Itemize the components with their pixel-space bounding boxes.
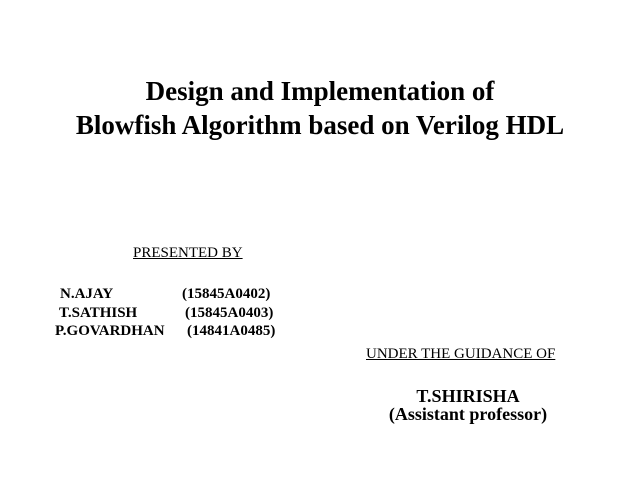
guide-role: (Assistant professor) [388, 404, 548, 424]
student-roll: (15845A0403) [185, 305, 274, 321]
student-row [55, 322, 295, 340]
student-row [60, 285, 300, 303]
title-line-2: Blowfish Algorithm based on Verilog HDL [75, 110, 565, 140]
student-row [59, 304, 299, 322]
presented-by-heading: PRESENTED BY [133, 245, 243, 261]
student-roll: (15845A0402) [182, 286, 271, 302]
title-line-1: Design and Implementation of [145, 76, 495, 106]
student-roll: (14841A0485) [187, 323, 276, 339]
student-name: N.AJAY [60, 286, 114, 302]
guide-name: T.SHIRISHA [416, 386, 520, 406]
student-name: P.GOVARDHAN [55, 323, 165, 339]
guidance-heading: UNDER THE GUIDANCE OF [366, 346, 556, 362]
slide-title [0, 74, 640, 142]
student-name: T.SATHISH [59, 305, 138, 321]
